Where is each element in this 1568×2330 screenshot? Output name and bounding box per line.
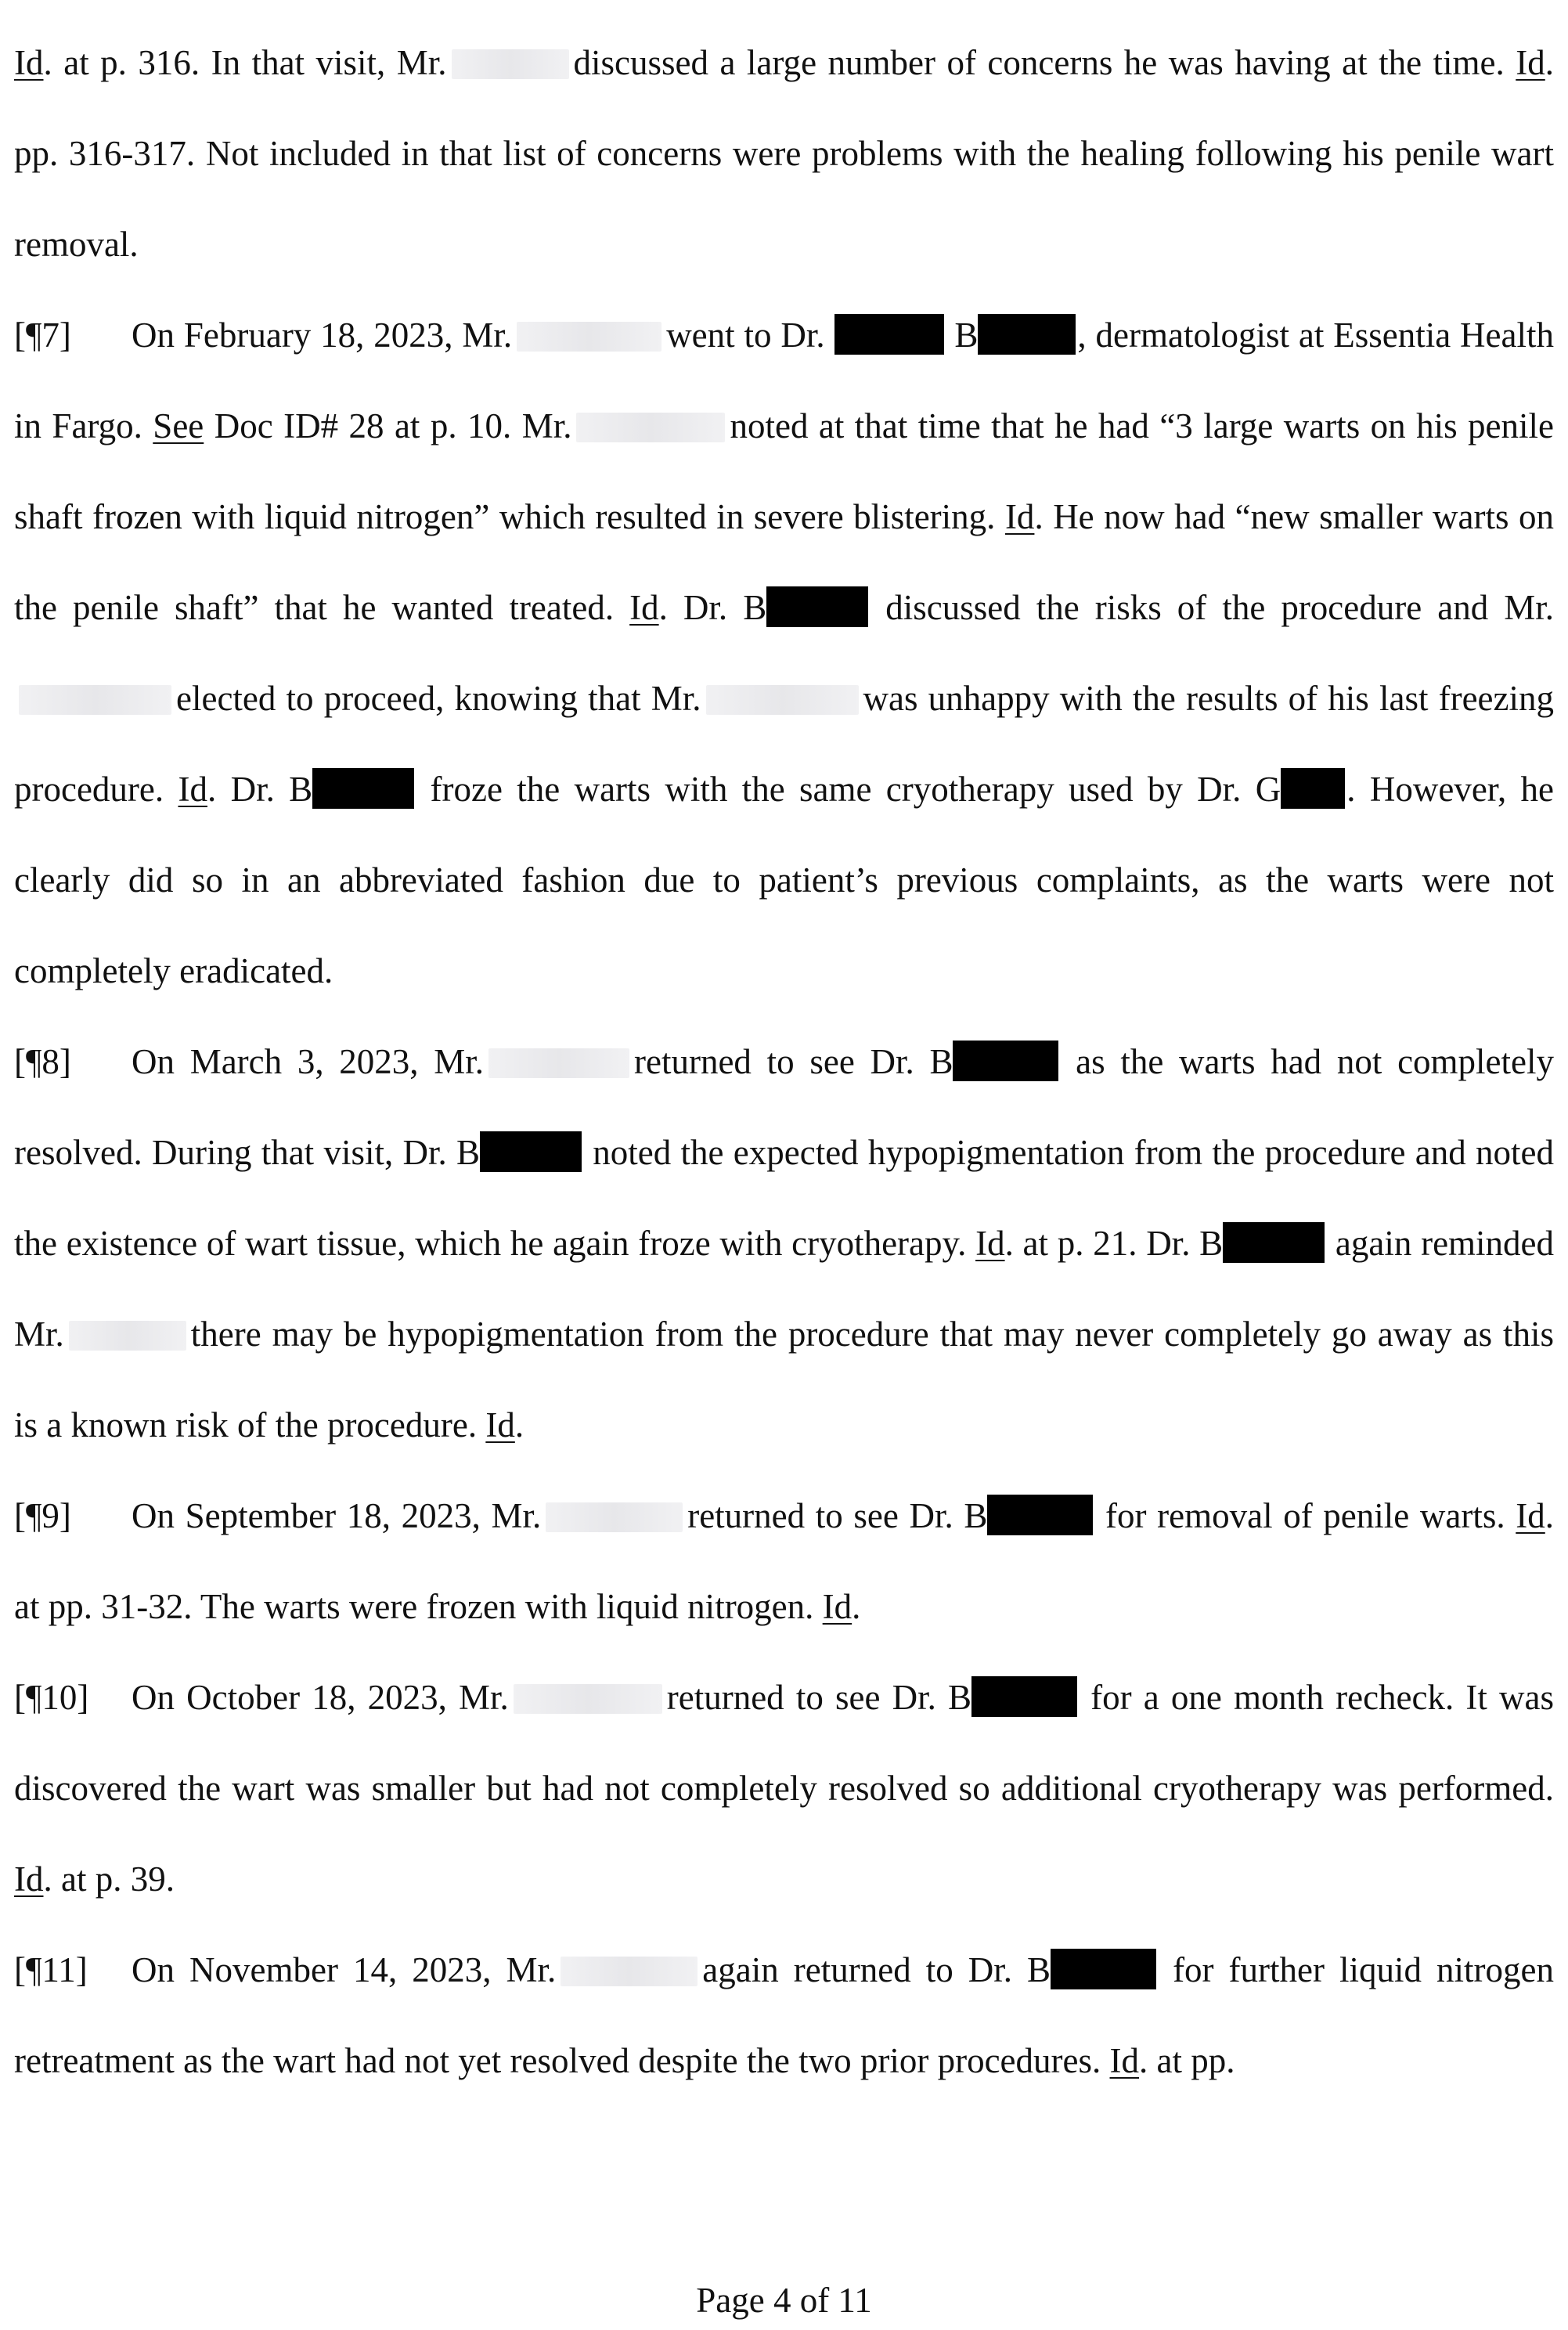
redaction-bar xyxy=(978,314,1076,355)
paragraph-number: [¶10] xyxy=(14,1678,89,1717)
citation-see: See xyxy=(153,406,204,445)
citation-id: Id xyxy=(14,43,44,82)
citation-id: Id xyxy=(1516,43,1545,82)
paragraph-10: [¶10] On October 18, 2023, Mr. returned to see Dr. B for a one month recheck. It was discovered the wart was smaller but had not completely resolved so additional cryotherapy was performed. Id. at p. 39. xyxy=(14,1652,1554,1924)
paragraph-11: [¶11] On November 14, 2023, Mr. again returned to Dr. B for further liquid nitrogen retreatment as the wart had not yet resolved despite the two prior procedures. Id. at pp. xyxy=(14,1924,1554,2106)
citation-id: Id xyxy=(629,588,659,627)
citation-id: Id xyxy=(14,1859,44,1899)
redacted-name xyxy=(706,685,859,715)
paragraph-number: [¶7] xyxy=(14,316,71,355)
redaction-bar xyxy=(971,1676,1077,1717)
redacted-name xyxy=(19,685,171,715)
redaction-bar xyxy=(953,1041,1058,1081)
redaction-bar xyxy=(1281,768,1345,809)
redacted-name xyxy=(488,1048,629,1078)
citation-id: Id xyxy=(1004,497,1035,536)
paragraph-8: [¶8] On March 3, 2023, Mr. returned to see Dr. B as the warts had not completely resolved. During that visit, Dr. B noted the expected hypopigmentation from the procedure and noted the existence of wart tissue, which he again froze with cryotherapy. Id. at p. 21. Dr. B again reminded Mr. there may be hypopigmentation from the procedure that may never completely go away as this is a known risk of the procedure. Id. xyxy=(14,1016,1554,1470)
redaction-bar xyxy=(312,768,414,809)
paragraph-6-continued: Id. at p. 316. In that visit, Mr. discussed a large number of concerns he was having at the time. Id. pp. 316-317. Not included in that list of concerns were problems with the healing following his penile wart removal. xyxy=(14,43,1555,264)
redacted-name xyxy=(517,322,661,352)
citation-id: Id xyxy=(1109,2041,1140,2080)
paragraph-9: [¶9] On September 18, 2023, Mr. returned to see Dr. B for removal of penile warts. Id. at pp. 31-32. The warts were frozen with liquid nitrogen. Id. xyxy=(14,1470,1554,1652)
redacted-name xyxy=(69,1321,186,1351)
redaction-bar xyxy=(480,1131,582,1172)
citation-id: Id xyxy=(975,1224,1005,1263)
redaction-bar xyxy=(1223,1222,1325,1263)
redacted-name xyxy=(546,1502,683,1532)
paragraph-number: [¶11] xyxy=(14,1950,88,1989)
paragraph-7: [¶7] On February 18, 2023, Mr. went to Dr. B , dermatologist at Essentia Health in Fargo. See Doc ID# 28 at p. 10. Mr. noted at that time that he had “3 large warts on his penile shaft frozen with liquid nitrogen” which resulted in severe blistering. Id. He now had “new smaller warts on the penile shaft” that he wanted treated. Id. Dr. B discussed the risks of the procedure and Mr.elected to proceed, knowing that Mr. was unhappy with the results of his last freezing procedure. Id. Dr. B froze the warts with the same cryotherapy used by Dr. G . However, he clearly did so in an abbreviated fashion due to patient’s previous complaints, as the warts were not completely eradicated. xyxy=(14,290,1554,1016)
paragraph-number: [¶8] xyxy=(14,1042,71,1081)
citation-id: Id xyxy=(1516,1496,1545,1535)
redacted-name xyxy=(576,413,725,442)
redacted-name xyxy=(514,1684,662,1714)
citation-id: Id xyxy=(178,770,207,809)
redaction-bar xyxy=(834,314,944,355)
redaction-bar xyxy=(766,586,868,627)
document-body xyxy=(14,17,1554,2106)
redacted-name xyxy=(452,49,569,79)
citation-id: Id xyxy=(485,1405,515,1445)
paragraph-number: [¶9] xyxy=(14,1496,71,1535)
redacted-name xyxy=(561,1957,697,1986)
page-number: Page 4 of 11 xyxy=(696,2281,872,2320)
redaction-bar xyxy=(1051,1949,1156,1989)
redaction-bar xyxy=(987,1495,1093,1535)
citation-id: Id xyxy=(822,1587,852,1626)
